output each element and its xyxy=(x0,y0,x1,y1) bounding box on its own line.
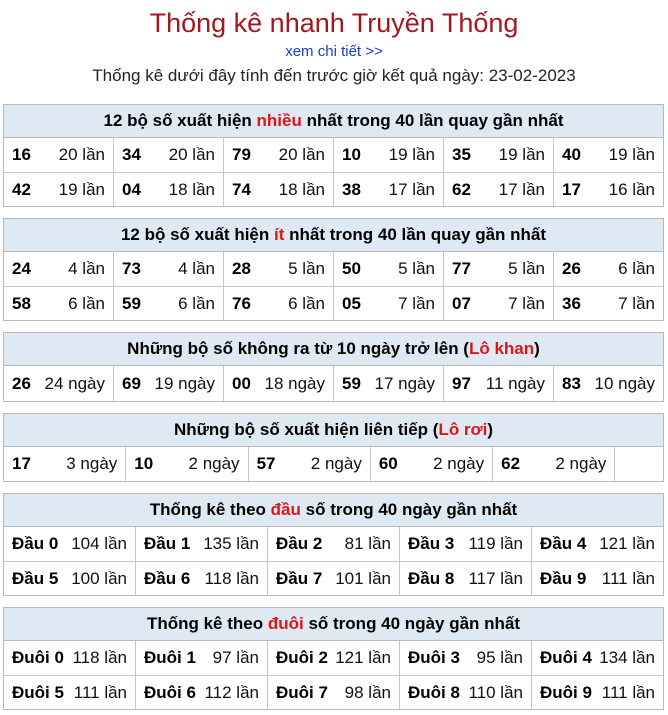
section-title-text: 12 bộ số xuất hiện xyxy=(103,111,257,130)
section-title-text: Những bộ số xuất hiện liên tiếp ( xyxy=(173,420,439,439)
stat-row xyxy=(4,286,663,320)
stat-value: 10 ngày xyxy=(594,373,655,393)
section-title-highlight: Lô rơi xyxy=(438,420,488,439)
stat-cell xyxy=(113,138,223,172)
stat-value: 7 lần xyxy=(398,293,435,313)
stat-row xyxy=(4,675,663,709)
stat-value: 17 ngày xyxy=(374,373,435,393)
stat-row xyxy=(4,641,663,675)
stat-cell xyxy=(267,641,399,675)
stat-value: 6 lần xyxy=(618,259,655,278)
stat-value: 19 lần xyxy=(498,145,545,164)
stat-cell xyxy=(135,641,267,675)
stat-value: 6 lần xyxy=(178,293,215,313)
stat-value: 5 lần xyxy=(288,259,325,278)
stat-key: 62 xyxy=(501,454,521,473)
stat-row xyxy=(4,172,663,206)
stat-key: 42 xyxy=(12,179,31,199)
stat-value: 2 ngày xyxy=(433,454,485,473)
stat-value: 7 lần xyxy=(508,293,545,313)
stat-key: Đầu 5 xyxy=(12,568,59,588)
stat-value: 20 lần xyxy=(168,145,215,164)
section-title-text: 12 bộ số xuất hiện xyxy=(120,225,274,244)
stat-value: 111 lần xyxy=(601,568,655,588)
stat-cell xyxy=(553,173,663,206)
stat-key: 00 xyxy=(232,373,251,393)
stat-key: Đầu 4 xyxy=(540,534,587,553)
stat-key: Đuôi 3 xyxy=(408,648,460,667)
section-title-text: số trong 40 ngày gần nhất xyxy=(300,500,518,519)
stat-key: Đuôi 2 xyxy=(276,648,328,667)
stat-value: 118 lần xyxy=(204,568,259,588)
stat-key: 97 xyxy=(452,373,471,393)
stat-value: 121 lần xyxy=(335,648,391,667)
stat-key: 60 xyxy=(378,454,398,473)
stat-cell xyxy=(223,173,333,206)
stat-cell xyxy=(531,641,663,675)
stat-key: 59 xyxy=(342,373,361,393)
stat-cell xyxy=(223,366,333,401)
stat-cell xyxy=(248,447,370,481)
stat-key: 10 xyxy=(342,145,361,164)
stat-cell xyxy=(125,447,247,481)
stat-key: Đầu 2 xyxy=(276,534,323,553)
stat-cell xyxy=(113,287,223,320)
stat-cell xyxy=(531,562,663,595)
section-least-frequent xyxy=(3,218,664,321)
stat-key: Đầu 7 xyxy=(276,568,323,588)
stat-key: 16 xyxy=(12,145,31,164)
stat-cell xyxy=(492,447,614,481)
stat-row xyxy=(4,366,663,401)
page-title: Thống kê nhanh Truyền Thống xyxy=(149,8,519,38)
section-lo-roi xyxy=(3,413,664,482)
stat-cell xyxy=(113,173,223,206)
stat-key: 79 xyxy=(232,145,251,164)
stat-cell xyxy=(531,527,663,561)
stat-key: 28 xyxy=(232,259,251,278)
section-duoi-stats xyxy=(3,607,664,710)
stat-cell xyxy=(4,562,135,595)
view-detail-link[interactable]: xem chi tiết >> xyxy=(285,43,383,60)
stat-key: 40 xyxy=(562,145,581,164)
stat-key: 26 xyxy=(12,373,31,393)
section-title-highlight: đầu xyxy=(270,500,301,519)
stat-key: 17 xyxy=(562,179,581,199)
section-title-text: nhất trong 40 lần quay gần nhất xyxy=(301,111,564,130)
stat-value: 18 lần xyxy=(168,179,215,199)
stat-key: 74 xyxy=(232,179,251,199)
stat-cell xyxy=(223,252,333,286)
stat-cell xyxy=(443,252,553,286)
stat-value: 111 lần xyxy=(601,682,655,702)
stat-cell xyxy=(333,252,443,286)
stat-cell xyxy=(267,562,399,595)
section-title-text: Thống kê theo xyxy=(149,500,271,519)
stat-key: Đuôi 5 xyxy=(12,682,64,702)
stat-value: 2 ngày xyxy=(188,454,240,473)
stat-value: 4 lần xyxy=(178,259,215,278)
stat-value: 24 ngày xyxy=(44,373,105,393)
stat-value: 111 lần xyxy=(73,682,127,702)
section-title-highlight: Lô khan xyxy=(468,339,535,358)
stat-value: 2 ngày xyxy=(310,454,362,473)
stat-cell xyxy=(135,527,267,561)
stat-key: 05 xyxy=(342,293,361,313)
stat-cell xyxy=(223,287,333,320)
stat-key: Đuôi 0 xyxy=(12,648,64,667)
stat-value: 112 lần xyxy=(204,682,259,702)
stat-key: 35 xyxy=(452,145,471,164)
stat-key: Đuôi 6 xyxy=(144,682,196,702)
stat-cell xyxy=(370,447,492,481)
stat-cell xyxy=(553,287,663,320)
stat-cell xyxy=(443,138,553,172)
section-title-text: Những bộ số không ra từ 10 ngày trở lên ( xyxy=(127,339,469,358)
stat-cell xyxy=(267,676,399,709)
stat-value: 119 lần xyxy=(468,534,523,553)
stat-key: Đuôi 1 xyxy=(144,648,196,667)
stat-value: 4 lần xyxy=(68,259,105,278)
stat-cell xyxy=(135,676,267,709)
stat-key: 26 xyxy=(562,259,581,278)
stat-key: Đầu 0 xyxy=(12,534,59,553)
stat-value: 135 lần xyxy=(203,534,259,553)
stat-value: 19 ngày xyxy=(154,373,215,393)
stat-key: 62 xyxy=(452,179,471,199)
section-title-highlight: nhiều xyxy=(256,111,302,130)
stat-cell xyxy=(333,138,443,172)
section-title-text: nhất trong 40 lần quay gần nhất xyxy=(284,225,547,244)
stat-value: 19 lần xyxy=(608,145,655,164)
stat-value: 6 lần xyxy=(288,293,325,313)
stat-cell xyxy=(553,252,663,286)
section-title xyxy=(4,414,663,447)
stat-cell xyxy=(267,527,399,561)
stat-value: 100 lần xyxy=(71,568,127,588)
section-most-frequent xyxy=(3,104,664,207)
stat-key: 73 xyxy=(122,259,141,278)
stat-key: 83 xyxy=(562,373,581,393)
stat-key: 69 xyxy=(122,373,141,393)
stat-cell xyxy=(4,173,113,206)
stat-key: Đuôi 8 xyxy=(408,682,460,702)
stat-key: Đuôi 4 xyxy=(540,648,592,667)
stat-cell xyxy=(399,527,531,561)
stat-value: 20 lần xyxy=(58,145,105,164)
stat-cell xyxy=(113,252,223,286)
stat-key: Đầu 6 xyxy=(144,568,191,588)
stat-key: Đầu 3 xyxy=(408,534,455,553)
section-title-text: Thống kê theo xyxy=(146,614,268,633)
stat-cell xyxy=(443,173,553,206)
stat-key: 76 xyxy=(232,293,251,313)
stat-key: 36 xyxy=(562,293,581,313)
stat-cell xyxy=(4,366,113,401)
stat-cell xyxy=(4,287,113,320)
stat-value: 104 lần xyxy=(71,534,127,553)
stat-value: 19 lần xyxy=(388,145,435,164)
section-lo-khan xyxy=(3,332,664,402)
stat-key: Đầu 8 xyxy=(408,568,455,588)
section-title-text: ) xyxy=(534,339,540,358)
stat-value: 134 lần xyxy=(599,648,655,667)
stat-cell xyxy=(333,366,443,401)
stat-cell xyxy=(399,562,531,595)
stat-cell xyxy=(4,676,135,709)
stat-row xyxy=(4,252,663,286)
stat-value: 19 lần xyxy=(58,179,105,199)
section-title xyxy=(4,219,663,252)
stat-value: 17 lần xyxy=(498,179,545,199)
stat-cell xyxy=(113,366,223,401)
stat-row xyxy=(4,447,663,481)
section-title xyxy=(4,333,663,366)
stat-cell xyxy=(4,138,113,172)
stat-cell xyxy=(443,287,553,320)
section-title xyxy=(4,105,663,138)
empty-cell xyxy=(614,447,663,481)
section-dau-stats xyxy=(3,493,664,596)
stat-key: Đuôi 9 xyxy=(540,682,592,702)
stat-row xyxy=(4,561,663,595)
stat-value: 81 lần xyxy=(344,534,391,553)
stat-cell xyxy=(333,173,443,206)
stat-value: 17 lần xyxy=(388,179,435,199)
stat-cell xyxy=(4,252,113,286)
section-title xyxy=(4,494,663,527)
stat-value: 110 lần xyxy=(468,682,523,702)
stat-value: 11 ngày xyxy=(485,373,545,393)
stat-cell xyxy=(135,562,267,595)
stat-key: 17 xyxy=(12,454,31,473)
stat-key: 04 xyxy=(122,179,141,199)
page-subtitle: Thống kê dưới đây tính đến trước giờ kết quả ngày: 23-02-2023 xyxy=(92,66,576,85)
stat-key: 10 xyxy=(134,454,154,473)
stat-key: 24 xyxy=(12,259,31,278)
stat-value: 16 lần xyxy=(608,179,655,199)
stat-key: Đầu 9 xyxy=(540,568,587,588)
stat-key: 38 xyxy=(342,179,361,199)
stat-value: 7 lần xyxy=(618,293,655,313)
stat-value: 5 lần xyxy=(508,259,545,278)
stat-cell xyxy=(4,527,135,561)
stat-cell xyxy=(333,287,443,320)
stat-cell xyxy=(4,447,125,481)
stat-cell xyxy=(399,676,531,709)
section-title-highlight: ít xyxy=(274,225,285,244)
stat-value: 117 lần xyxy=(468,568,523,588)
stat-row xyxy=(4,527,663,561)
page-header xyxy=(0,0,668,88)
stat-value: 101 lần xyxy=(335,568,391,588)
section-title xyxy=(4,608,663,641)
stat-cell xyxy=(399,641,531,675)
section-title-highlight: đuôi xyxy=(267,614,304,633)
stat-value: 2 ngày xyxy=(555,454,607,473)
stat-key: 77 xyxy=(452,259,471,278)
stat-value: 95 lần xyxy=(476,648,523,667)
stat-key: 07 xyxy=(452,293,471,313)
stat-cell xyxy=(223,138,333,172)
section-title-text: ) xyxy=(487,420,494,439)
stat-cell xyxy=(531,676,663,709)
stat-cell xyxy=(443,366,553,401)
stat-value: 5 lần xyxy=(398,259,435,278)
stat-value: 3 ngày xyxy=(66,454,118,473)
stat-value: 20 lần xyxy=(278,145,325,164)
stat-key: 59 xyxy=(122,293,141,313)
stat-cell xyxy=(4,641,135,675)
stat-value: 6 lần xyxy=(68,293,105,313)
stat-key: 57 xyxy=(256,454,276,473)
section-title-text: số trong 40 ngày gần nhất xyxy=(303,614,521,633)
stat-value: 18 lần xyxy=(278,179,325,199)
stat-value: 18 ngày xyxy=(264,373,325,393)
stat-key: Đầu 1 xyxy=(144,534,191,553)
stat-value: 118 lần xyxy=(72,648,127,667)
stat-value: 98 lần xyxy=(344,682,391,702)
stat-cell xyxy=(553,366,663,401)
stat-value: 97 lần xyxy=(212,648,259,667)
stat-key: 58 xyxy=(12,293,31,313)
stat-key: 34 xyxy=(122,145,141,164)
stat-row xyxy=(4,138,663,172)
stat-cell xyxy=(553,138,663,172)
stat-value: 121 lần xyxy=(599,534,655,553)
stat-key: Đuôi 7 xyxy=(276,682,328,702)
stat-key: 50 xyxy=(342,259,361,278)
